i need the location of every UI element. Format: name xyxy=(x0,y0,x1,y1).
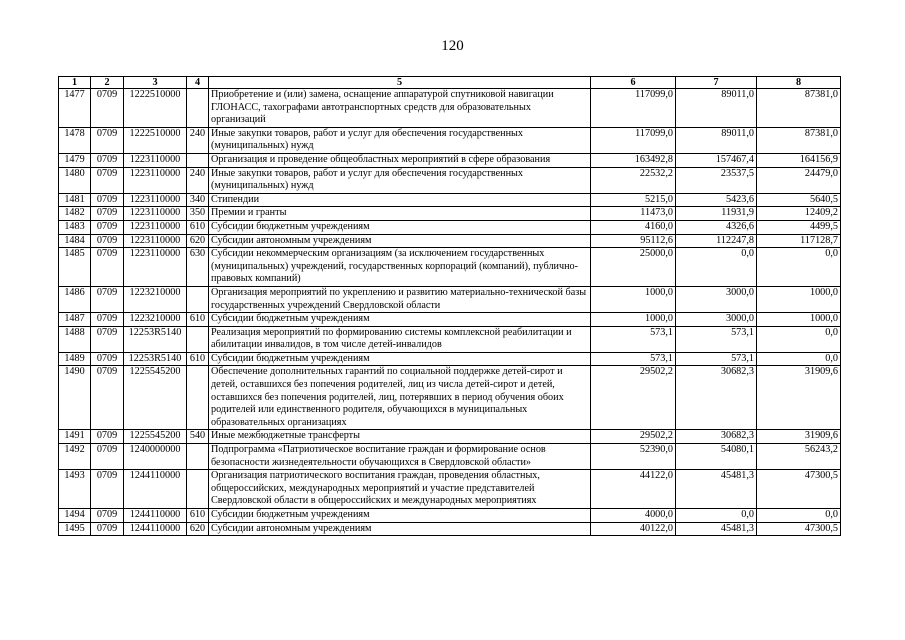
target-code-cell: 1223110000 xyxy=(124,193,187,207)
target-code-cell: 1222510000 xyxy=(124,89,187,128)
amount-year2-cell: 4326,6 xyxy=(676,220,757,234)
row-number-cell: 1482 xyxy=(59,207,91,221)
expense-type-cell xyxy=(187,286,209,312)
amount-year3-cell: 117128,7 xyxy=(757,234,841,248)
expense-type-cell: 540 xyxy=(187,430,209,444)
section-code-cell: 0709 xyxy=(91,366,124,430)
section-code-cell: 0709 xyxy=(91,153,124,167)
row-number-cell: 1483 xyxy=(59,220,91,234)
table-row xyxy=(59,430,841,444)
target-code-cell: 1244110000 xyxy=(124,509,187,523)
expense-type-cell: 610 xyxy=(187,220,209,234)
expense-type-cell: 240 xyxy=(187,167,209,193)
description-cell: Субсидии бюджетным учреждениям xyxy=(209,509,591,523)
description-cell: Субсидии бюджетным учреждениям xyxy=(209,352,591,366)
amount-year2-cell: 5423,6 xyxy=(676,193,757,207)
row-number-cell: 1478 xyxy=(59,127,91,153)
amount-year3-cell: 164156,9 xyxy=(757,153,841,167)
description-cell: Приобретение и (или) замена, оснащение аппаратурой спутниковой навигации ГЛОНАСС, тахографами автотранспортных средств для образовательных организаций xyxy=(209,89,591,128)
table-row xyxy=(59,366,841,430)
budget-table xyxy=(58,76,841,536)
description-cell: Субсидии бюджетным учреждениям xyxy=(209,220,591,234)
amount-year2-cell: 54080,1 xyxy=(676,444,757,470)
table-row xyxy=(59,444,841,470)
amount-year2-cell: 30682,3 xyxy=(676,430,757,444)
expense-type-cell xyxy=(187,153,209,167)
description-cell: Организация мероприятий по укреплению и развитию материально-технической базы государственных учреждений Свердловской области xyxy=(209,286,591,312)
description-cell: Иные закупки товаров, работ и услуг для обеспечения государственных (муниципальных) нужд xyxy=(209,167,591,193)
row-number-cell: 1486 xyxy=(59,286,91,312)
amount-year2-cell: 30682,3 xyxy=(676,366,757,430)
amount-year2-cell: 23537,5 xyxy=(676,167,757,193)
amount-year1-cell: 25000,0 xyxy=(591,248,676,287)
header-row xyxy=(59,77,841,89)
row-number-cell: 1493 xyxy=(59,470,91,509)
target-code-cell: 1225545200 xyxy=(124,430,187,444)
row-number-cell: 1477 xyxy=(59,89,91,128)
row-number-cell: 1485 xyxy=(59,248,91,287)
amount-year1-cell: 1000,0 xyxy=(591,286,676,312)
row-number-cell: 1488 xyxy=(59,326,91,352)
header-cell: 1 xyxy=(59,77,91,89)
amount-year2-cell: 157467,4 xyxy=(676,153,757,167)
section-code-cell: 0709 xyxy=(91,220,124,234)
table-row xyxy=(59,470,841,509)
amount-year3-cell: 12409,2 xyxy=(757,207,841,221)
target-code-cell: 1223210000 xyxy=(124,286,187,312)
section-code-cell: 0709 xyxy=(91,509,124,523)
section-code-cell: 0709 xyxy=(91,89,124,128)
target-code-cell: 1244110000 xyxy=(124,470,187,509)
amount-year2-cell: 11931,9 xyxy=(676,207,757,221)
row-number-cell: 1490 xyxy=(59,366,91,430)
target-code-cell: 1225545200 xyxy=(124,366,187,430)
table-row xyxy=(59,326,841,352)
row-number-cell: 1491 xyxy=(59,430,91,444)
amount-year1-cell: 22532,2 xyxy=(591,167,676,193)
target-code-cell: 1223110000 xyxy=(124,220,187,234)
amount-year3-cell: 4499,5 xyxy=(757,220,841,234)
description-cell: Субсидии бюджетным учреждениям xyxy=(209,313,591,327)
page-number: 120 xyxy=(441,38,464,54)
table-row xyxy=(59,248,841,287)
amount-year3-cell: 5640,5 xyxy=(757,193,841,207)
description-cell: Субсидии автономным учреждениям xyxy=(209,522,591,536)
section-code-cell: 0709 xyxy=(91,248,124,287)
header-cell: 8 xyxy=(757,77,841,89)
target-code-cell: 1223110000 xyxy=(124,167,187,193)
amount-year3-cell: 0,0 xyxy=(757,352,841,366)
description-cell: Организация патриотического воспитания граждан, проведения областных, общероссийских, международных мероприятий и участие представителей Свердловской области в общероссийских и международных мероприятиях xyxy=(209,470,591,509)
amount-year2-cell: 3000,0 xyxy=(676,313,757,327)
header-cell: 7 xyxy=(676,77,757,89)
amount-year3-cell: 0,0 xyxy=(757,248,841,287)
header-cell: 5 xyxy=(209,77,591,89)
row-number-cell: 1489 xyxy=(59,352,91,366)
row-number-cell: 1480 xyxy=(59,167,91,193)
section-code-cell: 0709 xyxy=(91,167,124,193)
amount-year3-cell: 87381,0 xyxy=(757,127,841,153)
table-row xyxy=(59,522,841,536)
row-number-cell: 1494 xyxy=(59,509,91,523)
amount-year1-cell: 163492,8 xyxy=(591,153,676,167)
table-row xyxy=(59,509,841,523)
description-cell: Иные закупки товаров, работ и услуг для обеспечения государственных (муниципальных) нужд xyxy=(209,127,591,153)
amount-year1-cell: 4160,0 xyxy=(591,220,676,234)
section-code-cell: 0709 xyxy=(91,234,124,248)
expense-type-cell: 630 xyxy=(187,248,209,287)
row-number-cell: 1495 xyxy=(59,522,91,536)
table-row xyxy=(59,286,841,312)
description-cell: Премии и гранты xyxy=(209,207,591,221)
header-cell: 4 xyxy=(187,77,209,89)
section-code-cell: 0709 xyxy=(91,193,124,207)
row-number-cell: 1492 xyxy=(59,444,91,470)
description-cell: Организация и проведение общеобластных мероприятий в сфере образования xyxy=(209,153,591,167)
target-code-cell: 1223210000 xyxy=(124,313,187,327)
target-code-cell: 1223110000 xyxy=(124,234,187,248)
amount-year3-cell: 0,0 xyxy=(757,326,841,352)
amount-year2-cell: 0,0 xyxy=(676,248,757,287)
table-row xyxy=(59,234,841,248)
amount-year1-cell: 40122,0 xyxy=(591,522,676,536)
target-code-cell: 12253R5140 xyxy=(124,352,187,366)
table-body xyxy=(59,89,841,536)
row-number-cell: 1481 xyxy=(59,193,91,207)
amount-year1-cell: 573,1 xyxy=(591,326,676,352)
description-cell: Обеспечение дополнительных гарантий по социальной поддержке детей-сирот и детей, оставшихся без попечения родителей, лиц из числа детей-сирот и детей, оставшихся без попечения родителей, лиц, потерявших в период обучения обоих родителей или единственного родителя, обучающихся в муниципальных образовательных организациях xyxy=(209,366,591,430)
description-cell: Субсидии автономным учреждениям xyxy=(209,234,591,248)
target-code-cell: 1240000000 xyxy=(124,444,187,470)
expense-type-cell xyxy=(187,470,209,509)
amount-year2-cell: 89011,0 xyxy=(676,89,757,128)
amount-year3-cell: 1000,0 xyxy=(757,313,841,327)
amount-year1-cell: 1000,0 xyxy=(591,313,676,327)
header-cell: 2 xyxy=(91,77,124,89)
amount-year2-cell: 573,1 xyxy=(676,352,757,366)
target-code-cell: 1223110000 xyxy=(124,153,187,167)
amount-year1-cell: 29502,2 xyxy=(591,366,676,430)
amount-year1-cell: 11473,0 xyxy=(591,207,676,221)
section-code-cell: 0709 xyxy=(91,444,124,470)
table-row xyxy=(59,352,841,366)
amount-year1-cell: 117099,0 xyxy=(591,89,676,128)
table-row xyxy=(59,313,841,327)
expense-type-cell: 620 xyxy=(187,234,209,248)
amount-year3-cell: 1000,0 xyxy=(757,286,841,312)
table-row xyxy=(59,89,841,128)
expense-type-cell: 610 xyxy=(187,313,209,327)
amount-year2-cell: 45481,3 xyxy=(676,522,757,536)
section-code-cell: 0709 xyxy=(91,326,124,352)
amount-year3-cell: 31909,6 xyxy=(757,366,841,430)
amount-year1-cell: 95112,6 xyxy=(591,234,676,248)
table-row xyxy=(59,193,841,207)
description-cell: Иные межбюджетные трансферты xyxy=(209,430,591,444)
amount-year2-cell: 0,0 xyxy=(676,509,757,523)
table-row xyxy=(59,153,841,167)
amount-year3-cell: 56243,2 xyxy=(757,444,841,470)
expense-type-cell: 610 xyxy=(187,509,209,523)
expense-type-cell: 350 xyxy=(187,207,209,221)
target-code-cell: 12253R5140 xyxy=(124,326,187,352)
description-cell: Субсидии некоммерческим организациям (за исключением государственных (муниципальных) учреждений, государственных корпораций (компаний), публично-правовых компаний) xyxy=(209,248,591,287)
table-row xyxy=(59,167,841,193)
description-cell: Реализация мероприятий по формированию системы комплексной реабилитации и абилитации инвалидов, в том числе детей-инвалидов xyxy=(209,326,591,352)
section-code-cell: 0709 xyxy=(91,127,124,153)
target-code-cell: 1223110000 xyxy=(124,207,187,221)
table-row xyxy=(59,220,841,234)
section-code-cell: 0709 xyxy=(91,522,124,536)
amount-year3-cell: 87381,0 xyxy=(757,89,841,128)
section-code-cell: 0709 xyxy=(91,207,124,221)
expense-type-cell xyxy=(187,444,209,470)
amount-year3-cell: 0,0 xyxy=(757,509,841,523)
row-number-cell: 1487 xyxy=(59,313,91,327)
expense-type-cell xyxy=(187,366,209,430)
section-code-cell: 0709 xyxy=(91,430,124,444)
amount-year3-cell: 31909,6 xyxy=(757,430,841,444)
target-code-cell: 1244110000 xyxy=(124,522,187,536)
description-cell: Стипендии xyxy=(209,193,591,207)
expense-type-cell xyxy=(187,326,209,352)
table-row xyxy=(59,127,841,153)
amount-year3-cell: 24479,0 xyxy=(757,167,841,193)
target-code-cell: 1222510000 xyxy=(124,127,187,153)
expense-type-cell xyxy=(187,89,209,128)
amount-year3-cell: 47300,5 xyxy=(757,470,841,509)
amount-year2-cell: 45481,3 xyxy=(676,470,757,509)
section-code-cell: 0709 xyxy=(91,286,124,312)
amount-year1-cell: 5215,0 xyxy=(591,193,676,207)
section-code-cell: 0709 xyxy=(91,352,124,366)
section-code-cell: 0709 xyxy=(91,313,124,327)
row-number-cell: 1484 xyxy=(59,234,91,248)
amount-year3-cell: 47300,5 xyxy=(757,522,841,536)
expense-type-cell: 610 xyxy=(187,352,209,366)
amount-year1-cell: 573,1 xyxy=(591,352,676,366)
header-cell: 6 xyxy=(591,77,676,89)
expense-type-cell: 340 xyxy=(187,193,209,207)
amount-year1-cell: 4000,0 xyxy=(591,509,676,523)
amount-year2-cell: 573,1 xyxy=(676,326,757,352)
expense-type-cell: 620 xyxy=(187,522,209,536)
expense-type-cell: 240 xyxy=(187,127,209,153)
target-code-cell: 1223110000 xyxy=(124,248,187,287)
row-number-cell: 1479 xyxy=(59,153,91,167)
amount-year1-cell: 44122,0 xyxy=(591,470,676,509)
amount-year2-cell: 3000,0 xyxy=(676,286,757,312)
table-row xyxy=(59,207,841,221)
amount-year1-cell: 117099,0 xyxy=(591,127,676,153)
amount-year2-cell: 112247,8 xyxy=(676,234,757,248)
amount-year1-cell: 29502,2 xyxy=(591,430,676,444)
header-cell: 3 xyxy=(124,77,187,89)
section-code-cell: 0709 xyxy=(91,470,124,509)
amount-year1-cell: 52390,0 xyxy=(591,444,676,470)
amount-year2-cell: 89011,0 xyxy=(676,127,757,153)
description-cell: Подпрограмма «Патриотическое воспитание граждан и формирование основ безопасности жизнедеятельности обучающихся в Свердловской области» xyxy=(209,444,591,470)
